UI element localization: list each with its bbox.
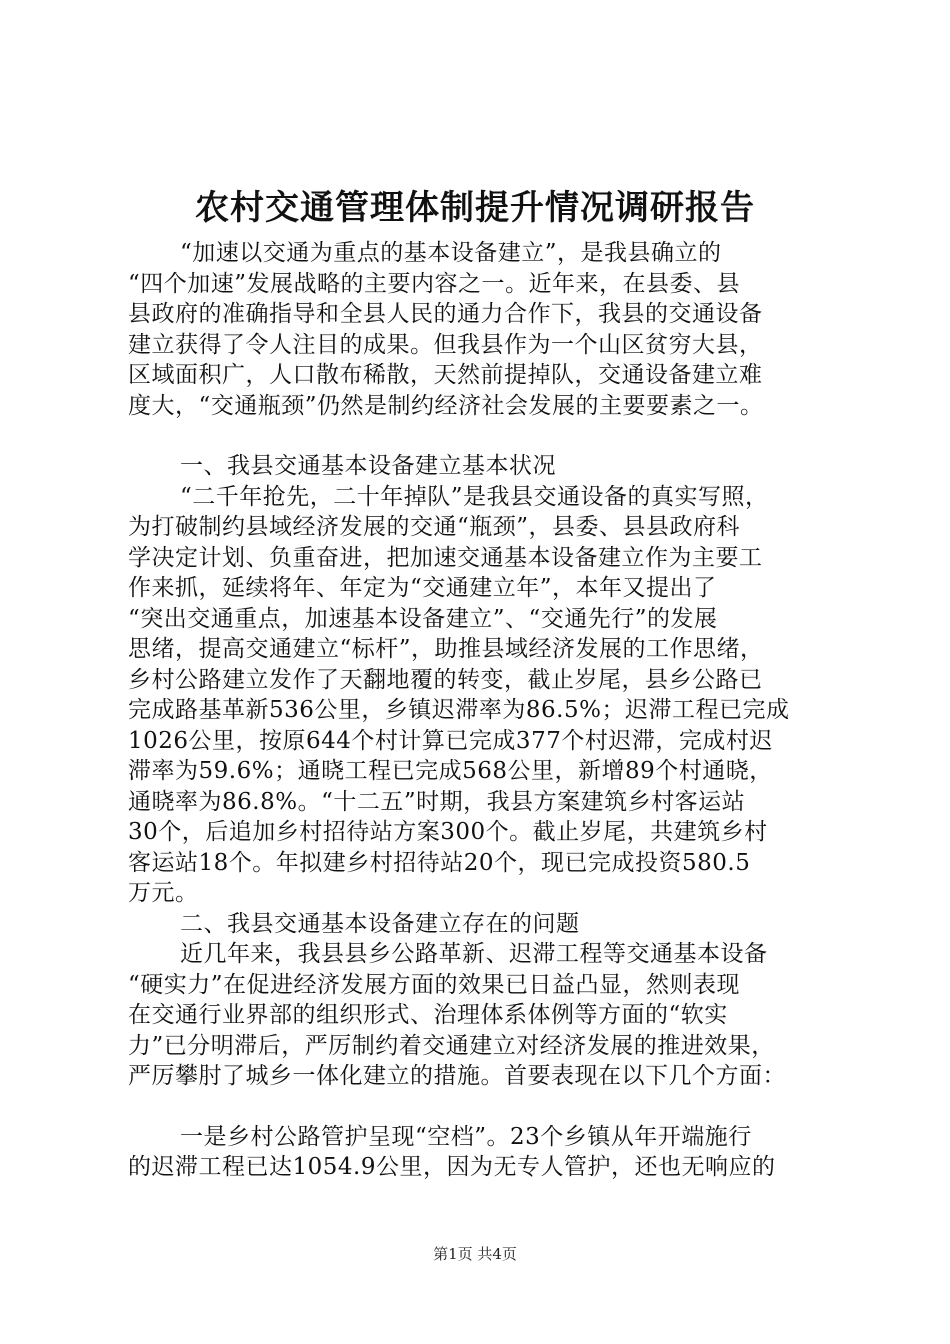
text-line: 通晓率为86.8%。“十二五”时期，我县方案建筑乡村客运站	[128, 788, 746, 815]
text-line: “硬实力”在促进经济发展方面的效果已日益凸显，然则表现	[128, 971, 741, 998]
page-number-footer: 第1页 共4页	[433, 1245, 517, 1263]
text-line: 作来抓，延续将年、年定为“交通建立年”，本年又提出了	[128, 575, 717, 601]
section-heading-2	[128, 909, 840, 940]
text-line: 一是乡村公路管护呈现“空档”。23个乡镇从年开端施行	[180, 1123, 752, 1150]
text-line: 滞率为59.6%；通晓工程已完成568公里，新增89个村通晓，	[128, 758, 773, 784]
document-title: 农村交通管理体制提升情况调研报告	[195, 188, 755, 228]
section-heading-1	[128, 451, 840, 482]
text-line: 学决定计划、负重奋进，把加速交通基本设备建立作为主要工	[128, 544, 763, 571]
text-line: 乡村公路建立发作了天翻地覆的转变，截止岁尾，县乡公路已	[128, 666, 763, 693]
text-line: 万元。	[128, 880, 199, 906]
text-line: 一、我县交通基本设备建立基本状况	[180, 453, 556, 479]
paragraph-intro	[128, 238, 840, 421]
paragraph-status	[128, 482, 840, 909]
text-line: 为打破制约县域经济发展的交通“瓶颈”，县委、县县政府科	[128, 514, 741, 540]
text-line: 力”已分明滞后，严厉制约着交通建立对经济发展的推进效果，	[128, 1032, 775, 1059]
text-line: 建立获得了令人注目的成果。但我县作为一个山区贫穷大县，	[128, 331, 763, 358]
text-line: 30个，后追加乡村招待站方案300个。截止岁尾，共建筑乡村	[128, 819, 768, 845]
text-line: 严厉攀肘了城乡一体化建立的措施。首要表现在以下几个方面：	[128, 1063, 786, 1089]
text-line: “四个加速”发展战略的主要内容之一。近年来，在县委、县	[128, 270, 741, 297]
text-line: 在交通行业界部的组织形式、治理体系体例等方面的“软实	[128, 1002, 728, 1028]
text-line: 思绪，提高交通建立“标杆”，助推县域经济发展的工作思绪，	[128, 636, 764, 662]
text-line: 客运站18个。年拟建乡村招待站20个，现已完成投资580.5	[128, 849, 751, 876]
text-line: “突出交通重点，加速基本设备建立”、“交通先行”的发展	[128, 605, 718, 632]
text-line: 1026公里，按原644个村计算已完成377个村迟滞，完成村迟	[128, 727, 773, 754]
text-line: “二千年抢先，二十年掉队”是我县交通设备的真实写照，	[180, 483, 769, 510]
text-line: 的迟滞工程已达1054.9公里，因为无专人管护，还也无响应的	[128, 1154, 776, 1180]
text-line: 区域面积广，人口散布稀散，天然前提掉队，交通设备建立难	[128, 362, 763, 388]
text-line: 近几年来，我县县乡公路革新、迟滞工程等交通基本设备	[180, 941, 768, 967]
text-line: 县政府的准确指导和全县人民的通力合作下，我县的交通设备	[128, 301, 763, 327]
text-line: “加速以交通为重点的基本设备建立”，是我县确立的	[180, 240, 722, 266]
text-line: 度大，“交通瓶颈”仍然是制约经济社会发展的主要要素之一。	[128, 392, 764, 419]
text-line: 完成路基革新536公里，乡镇迟滞率为86.5%；迟滞工程已完成	[128, 697, 790, 723]
paragraph-problems	[128, 939, 840, 1092]
paragraph-spacer	[128, 1092, 840, 1122]
paragraph-point-one	[128, 1122, 840, 1183]
text-line: 二、我县交通基本设备建立存在的问题	[180, 910, 580, 937]
paragraph-spacer	[128, 421, 840, 451]
document-body	[128, 238, 840, 1183]
